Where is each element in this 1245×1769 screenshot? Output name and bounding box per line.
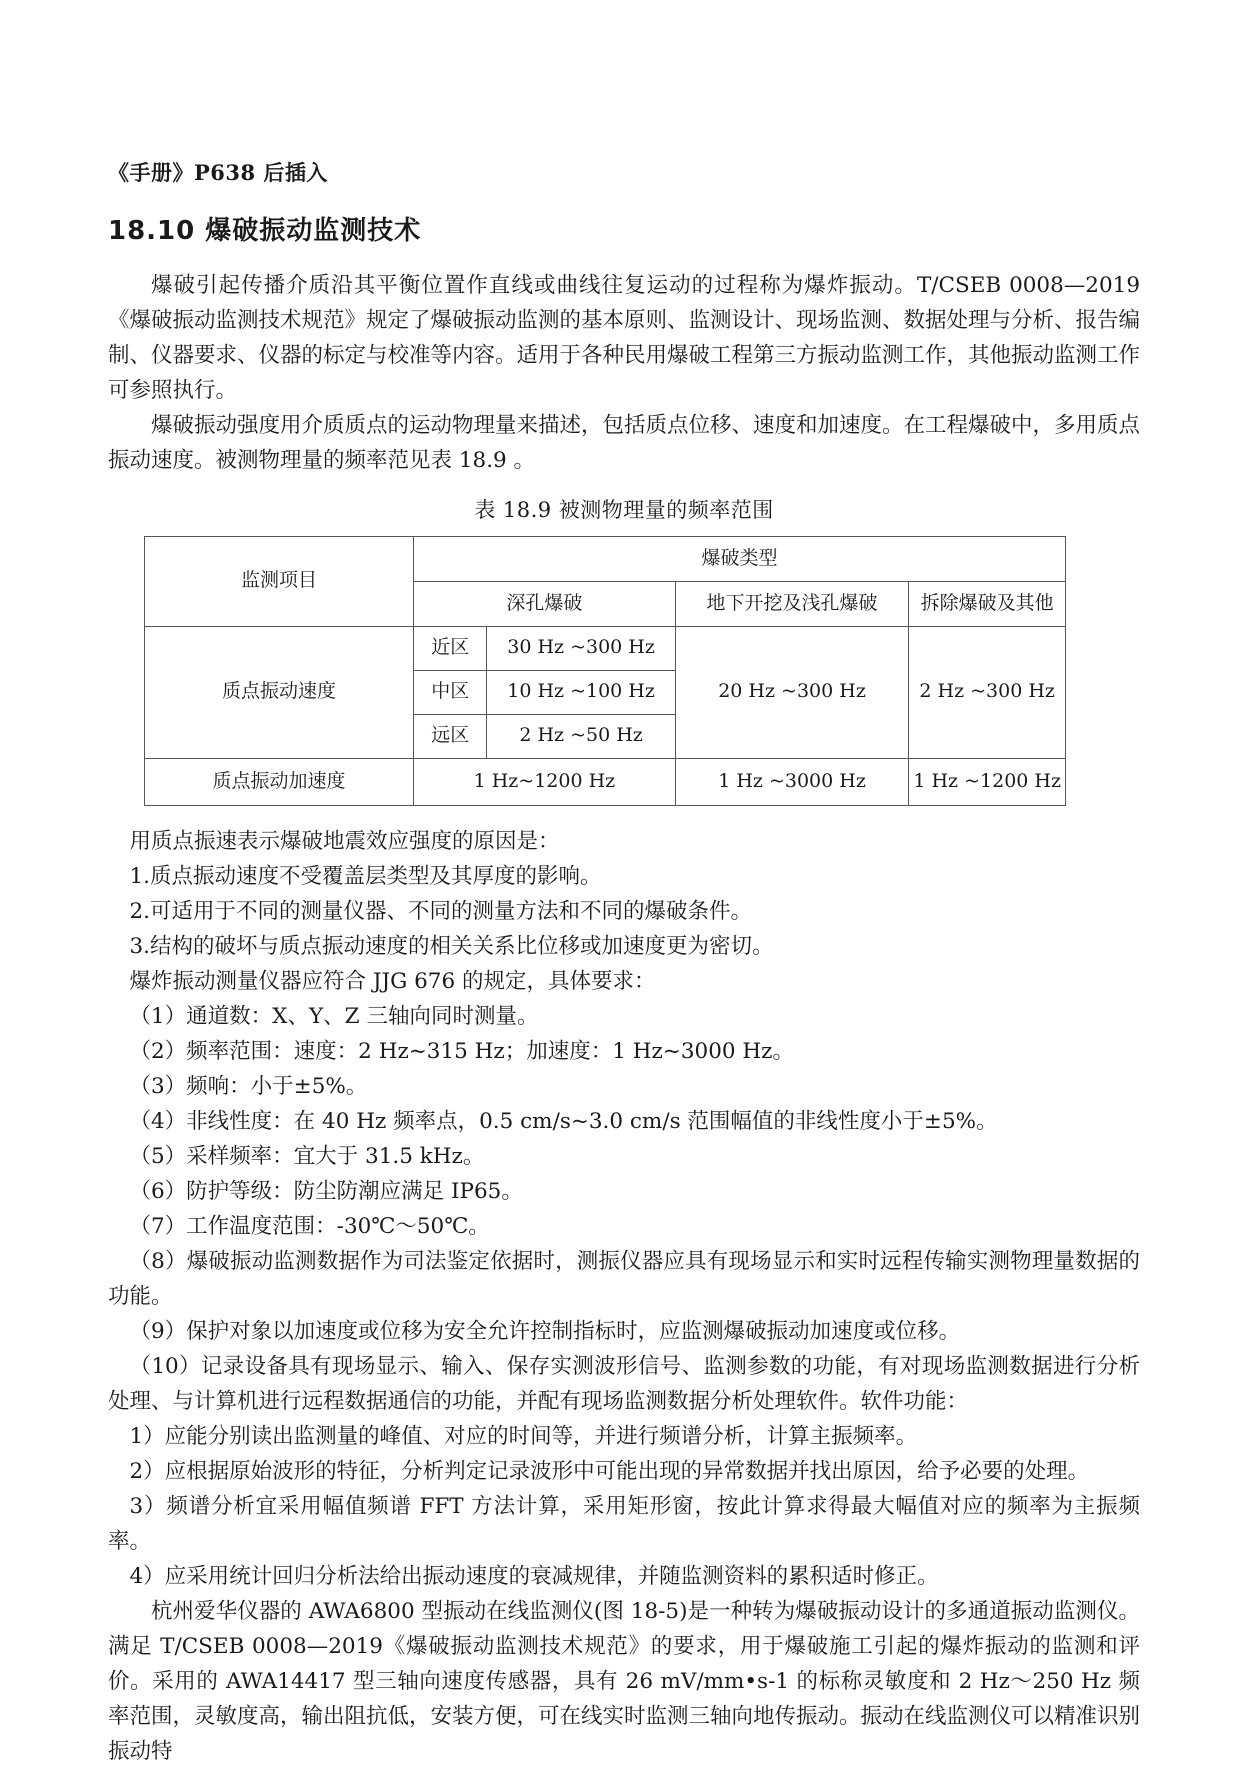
table-cell-underground-acceleration: 1 Hz ~3000 Hz [675,758,909,805]
requirement-item-3: （3）频响：小于±5%。 [129,1073,368,1099]
page-content [108,160,1140,1769]
table-cell-demolition-velocity: 2 Hz ~300 Hz [909,626,1066,758]
table-header-demolition: 拆除爆破及其他 [909,581,1066,626]
section-heading: 18.10 爆破振动监测技术 [108,216,422,247]
table-caption: 表 18.9 被测物理量的频率范围 [474,497,774,522]
table-cell-demolition-acceleration: 1 Hz ~1200 Hz [909,758,1066,805]
paragraph-reasons-lead: 用质点振速表示爆破地震效应强度的原因是： [129,828,560,854]
table-cell-zone-near: 近区 [414,626,487,670]
table-cell-zone-middle: 中区 [414,670,487,714]
requirement-item-5: （5）采样频率：宜大于 31.5 kHz。 [129,1143,485,1169]
table-cell-deep-middle: 10 Hz ~100 Hz [487,670,675,714]
requirement-item-1: （1）通道数：X、Y、Z 三轴向同时测量。 [129,1003,539,1029]
reason-item-1: 1.质点振动速度不受覆盖层类型及其厚度的影响。 [129,863,602,889]
reason-item-3: 3.结构的破坏与质点振动速度的相关关系比位移或加速度更为密切。 [129,933,774,959]
table-cell-zone-far: 远区 [414,714,487,758]
software-item-3: 3）频谱分析宜采用幅值频谱 FFT 方法计算，采用矩形窗，按此计算求得最大幅值对应的频率为主振频率。 [108,1493,1140,1554]
insert-note: 《手册》P638 后插入 [108,160,328,185]
table-wrapper [108,536,1140,806]
table-header-item: 监测项目 [145,536,414,626]
table-cell-deep-far: 2 Hz ~50 Hz [487,714,675,758]
software-item-4: 4）应采用统计回归分析法给出振动速度的衰减规律，并随监测资料的累积适时修正。 [129,1563,939,1589]
table-row [145,758,1066,805]
paragraph-intro: 爆破引起传播介质沿其平衡位置作直线或曲线往复运动的过程称为爆炸振动。T/CSEB 0008—2019《爆破振动监测技术规范》规定了爆破振动监测的基本原则、监测设计、现场监测、数据处理与分析、报告编制、仪器要求、仪器的标定与校准等内容。适用于各种民用爆破工程第三方振动监测工作，其他振动监测工作可参照执行。 [108,272,1141,403]
table-header-row-1 [145,536,1066,581]
paragraph-instrument-lead: 爆炸振动测量仪器应符合 JJG 676 的规定，具体要求： [129,968,656,994]
table-header-deep-hole: 深孔爆破 [414,581,676,626]
software-item-1: 1）应能分别读出监测量的峰值、对应的时间等，并进行频谱分析，计算主振频率。 [129,1423,918,1449]
paragraph-awa6800: 杭州爱华仪器的 AWA6800 型振动在线监测仪(图 18-5)是一种转为爆破振动设计的多通道振动监测仪。满足 T/CSEB 0008—2019《爆破振动监测技术规范》的要求，用于爆破施工引起的爆炸振动的监测和评价。采用的 AWA14417 型三轴向速度传感器，具有 26 mV/mm•s-1 的标称灵敏度和 2 Hz～250 Hz 频率范围，灵敏度高，输出阻抗低，安装方便，可在线实时监测三轴向地传振动。振动在线监测仪可以精准识别振动特 [108,1598,1141,1764]
requirement-item-2: （2）频率范围：速度：2 Hz~315 Hz；加速度：1 Hz~3000 Hz。 [129,1038,794,1064]
paragraph-intensity: 爆破振动强度用介质质点的运动物理量来描述，包括质点位移、速度和加速度。在工程爆破中，多用质点振动速度。被测物理量的频率范见表 18.9 。 [108,412,1141,473]
table-cell-deep-acceleration: 1 Hz~1200 Hz [414,758,676,805]
software-item-2: 2）应根据原始波形的特征，分析判定记录波形中可能出现的异常数据并找出原因，给予必要的处理。 [129,1458,1090,1484]
table-cell-underground-velocity: 20 Hz ~300 Hz [675,626,909,758]
requirement-item-8: （8）爆破振动监测数据作为司法鉴定依据时，测振仪器应具有现场显示和实时远程传输实测物理量数据的功能。 [108,1248,1140,1309]
reason-item-2: 2.可适用于不同的测量仪器、不同的测量方法和不同的爆破条件。 [129,898,753,924]
requirement-item-7: （7）工作温度范围：-30℃～50℃。 [129,1213,490,1239]
table-header-blast-type: 爆破类型 [414,536,1066,581]
requirement-item-6: （6）防护等级：防尘防潮应满足 IP65。 [129,1178,523,1204]
requirement-item-10: （10）记录设备具有现场显示、输入、保存实测波形信号、监测参数的功能，有对现场监测数据进行分析处理、与计算机进行远程数据通信的功能，并配有现场监测数据分析处理软件。软件功能： [108,1353,1140,1414]
table-header-underground: 地下开挖及浅孔爆破 [675,581,909,626]
table-cell-acceleration-item: 质点振动加速度 [145,758,414,805]
table-cell-deep-near: 30 Hz ~300 Hz [487,626,675,670]
table-cell-velocity-item: 质点振动速度 [145,626,414,758]
frequency-range-table [144,536,1066,806]
requirement-item-4: （4）非线性度：在 40 Hz 频率点，0.5 cm/s~3.0 cm/s 范围幅值的非线性度小于±5%。 [129,1108,998,1134]
requirement-item-9: （9）保护对象以加速度或位移为安全允许控制指标时，应监测爆破振动加速度或位移。 [129,1318,961,1344]
table-row [145,626,1066,670]
